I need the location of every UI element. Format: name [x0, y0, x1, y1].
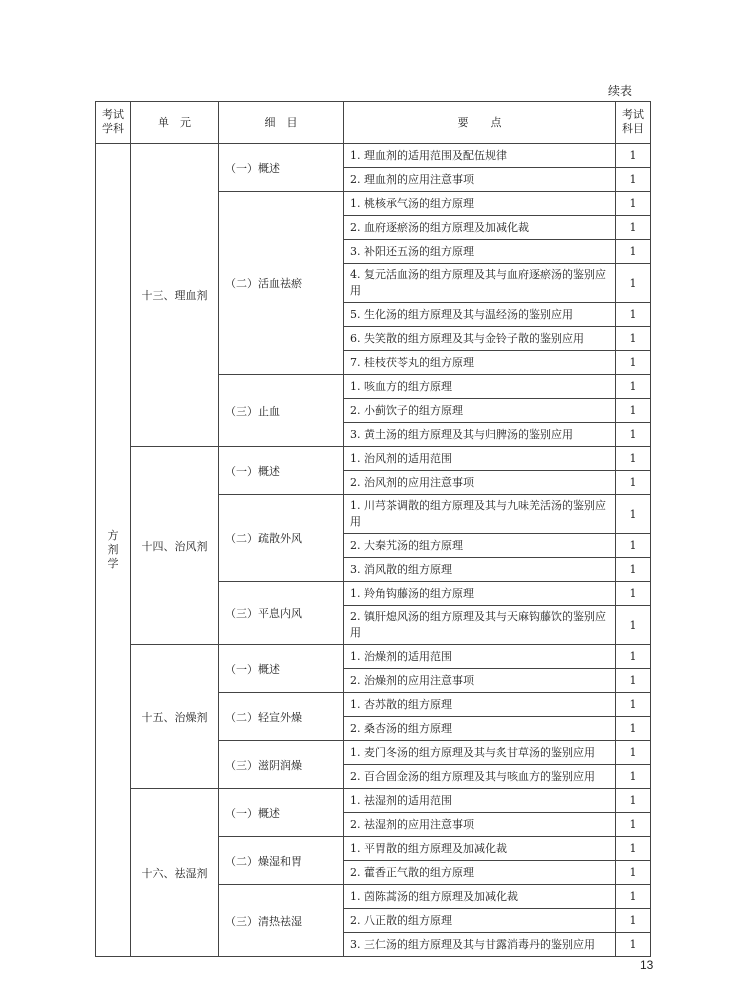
level-cell: 1: [616, 558, 651, 582]
level-cell: 1: [616, 645, 651, 669]
level-cell: 1: [616, 327, 651, 351]
point-cell: 5. 生化汤的组方原理及其与温经汤的鉴别应用: [344, 303, 616, 327]
point-cell: 1. 治燥剂的适用范围: [344, 645, 616, 669]
point-cell: 1. 理血剂的适用范围及配伍规律: [344, 144, 616, 168]
syllabus-table: [95, 101, 651, 957]
level-cell: 1: [616, 606, 651, 645]
point-cell: 3. 三仁汤的组方原理及其与甘露消毒丹的鉴别应用: [344, 933, 616, 957]
point-cell: 7. 桂枝茯苓丸的组方原理: [344, 351, 616, 375]
level-cell: 1: [616, 909, 651, 933]
table-body: [96, 144, 651, 957]
detail-cell: （二）燥湿和胃: [219, 837, 344, 885]
level-cell: 1: [616, 741, 651, 765]
unit-cell: 十六、祛湿剂: [131, 789, 219, 957]
level-cell: 1: [616, 192, 651, 216]
level-cell: 1: [616, 813, 651, 837]
level-cell: 1: [616, 933, 651, 957]
level-cell: 1: [616, 144, 651, 168]
level-cell: 1: [616, 534, 651, 558]
level-cell: 1: [616, 447, 651, 471]
point-cell: 1. 羚角钩藤汤的组方原理: [344, 582, 616, 606]
header-unit: 单 元: [131, 102, 219, 144]
detail-cell: （三）止血: [219, 375, 344, 447]
detail-cell: （一）概述: [219, 144, 344, 192]
point-cell: 2. 八正散的组方原理: [344, 909, 616, 933]
point-cell: 2. 百合固金汤的组方原理及其与咳血方的鉴别应用: [344, 765, 616, 789]
point-cell: 2. 血府逐瘀汤的组方原理及加减化裁: [344, 216, 616, 240]
point-cell: 1. 杏苏散的组方原理: [344, 693, 616, 717]
table-row: [96, 645, 651, 669]
point-cell: 2. 治燥剂的应用注意事项: [344, 669, 616, 693]
table-row: [96, 447, 651, 471]
point-cell: 2. 大秦艽汤的组方原理: [344, 534, 616, 558]
point-cell: 2. 祛湿剂的应用注意事项: [344, 813, 616, 837]
point-cell: 3. 补阳还五汤的组方原理: [344, 240, 616, 264]
table-row: [96, 144, 651, 168]
table-header-row: [96, 102, 651, 144]
level-cell: 1: [616, 582, 651, 606]
unit-cell: 十三、理血剂: [131, 144, 219, 447]
level-cell: 1: [616, 240, 651, 264]
header-subject: 考试学科: [96, 102, 131, 144]
subject-cell: 方剂学: [96, 144, 131, 957]
level-cell: 1: [616, 351, 651, 375]
detail-cell: （二）活血祛瘀: [219, 192, 344, 375]
point-cell: 4. 复元活血汤的组方原理及其与血府逐瘀汤的鉴别应用: [344, 264, 616, 303]
point-cell: 3. 黄土汤的组方原理及其与归脾汤的鉴别应用: [344, 423, 616, 447]
level-cell: 1: [616, 885, 651, 909]
detail-cell: （一）概述: [219, 645, 344, 693]
detail-cell: （二）疏散外风: [219, 495, 344, 582]
point-cell: 1. 治风剂的适用范围: [344, 447, 616, 471]
point-cell: 2. 治风剂的应用注意事项: [344, 471, 616, 495]
point-cell: 1. 茵陈蒿汤的组方原理及加减化裁: [344, 885, 616, 909]
level-cell: 1: [616, 861, 651, 885]
level-cell: 1: [616, 837, 651, 861]
level-cell: 1: [616, 693, 651, 717]
detail-cell: （二）轻宣外燥: [219, 693, 344, 741]
level-cell: 1: [616, 669, 651, 693]
point-cell: 1. 川芎茶调散的组方原理及其与九味羌活汤的鉴别应用: [344, 495, 616, 534]
level-cell: 1: [616, 789, 651, 813]
point-cell: 2. 藿香正气散的组方原理: [344, 861, 616, 885]
header-level: 考试科目: [616, 102, 651, 144]
point-cell: 6. 失笑散的组方原理及其与金铃子散的鉴别应用: [344, 327, 616, 351]
level-cell: 1: [616, 399, 651, 423]
detail-cell: （三）平息内风: [219, 582, 344, 645]
unit-cell: 十四、治风剂: [131, 447, 219, 645]
level-cell: 1: [616, 495, 651, 534]
level-cell: 1: [616, 717, 651, 741]
page-number: 13: [640, 958, 654, 972]
point-cell: 1. 平胃散的组方原理及加减化裁: [344, 837, 616, 861]
header-detail: 细 目: [219, 102, 344, 144]
level-cell: 1: [616, 471, 651, 495]
level-cell: 1: [616, 765, 651, 789]
point-cell: 1. 祛湿剂的适用范围: [344, 789, 616, 813]
level-cell: 1: [616, 168, 651, 192]
level-cell: 1: [616, 216, 651, 240]
point-cell: 1. 麦门冬汤的组方原理及其与炙甘草汤的鉴别应用: [344, 741, 616, 765]
point-cell: 2. 理血剂的应用注意事项: [344, 168, 616, 192]
point-cell: 2. 小蓟饮子的组方原理: [344, 399, 616, 423]
point-cell: 2. 桑杏汤的组方原理: [344, 717, 616, 741]
detail-cell: （三）滋阴润燥: [219, 741, 344, 789]
point-cell: 1. 咳血方的组方原理: [344, 375, 616, 399]
level-cell: 1: [616, 423, 651, 447]
detail-cell: （一）概述: [219, 447, 344, 495]
level-cell: 1: [616, 303, 651, 327]
continued-label: 续表: [607, 84, 632, 98]
point-cell: 1. 桃核承气汤的组方原理: [344, 192, 616, 216]
table-row: [96, 789, 651, 813]
header-points: 要 点: [344, 102, 616, 144]
point-cell: 2. 镇肝熄风汤的组方原理及其与天麻钩藤饮的鉴别应用: [344, 606, 616, 645]
level-cell: 1: [616, 264, 651, 303]
detail-cell: （一）概述: [219, 789, 344, 837]
level-cell: 1: [616, 375, 651, 399]
detail-cell: （三）清热祛湿: [219, 885, 344, 957]
unit-cell: 十五、治燥剂: [131, 645, 219, 789]
point-cell: 3. 消风散的组方原理: [344, 558, 616, 582]
